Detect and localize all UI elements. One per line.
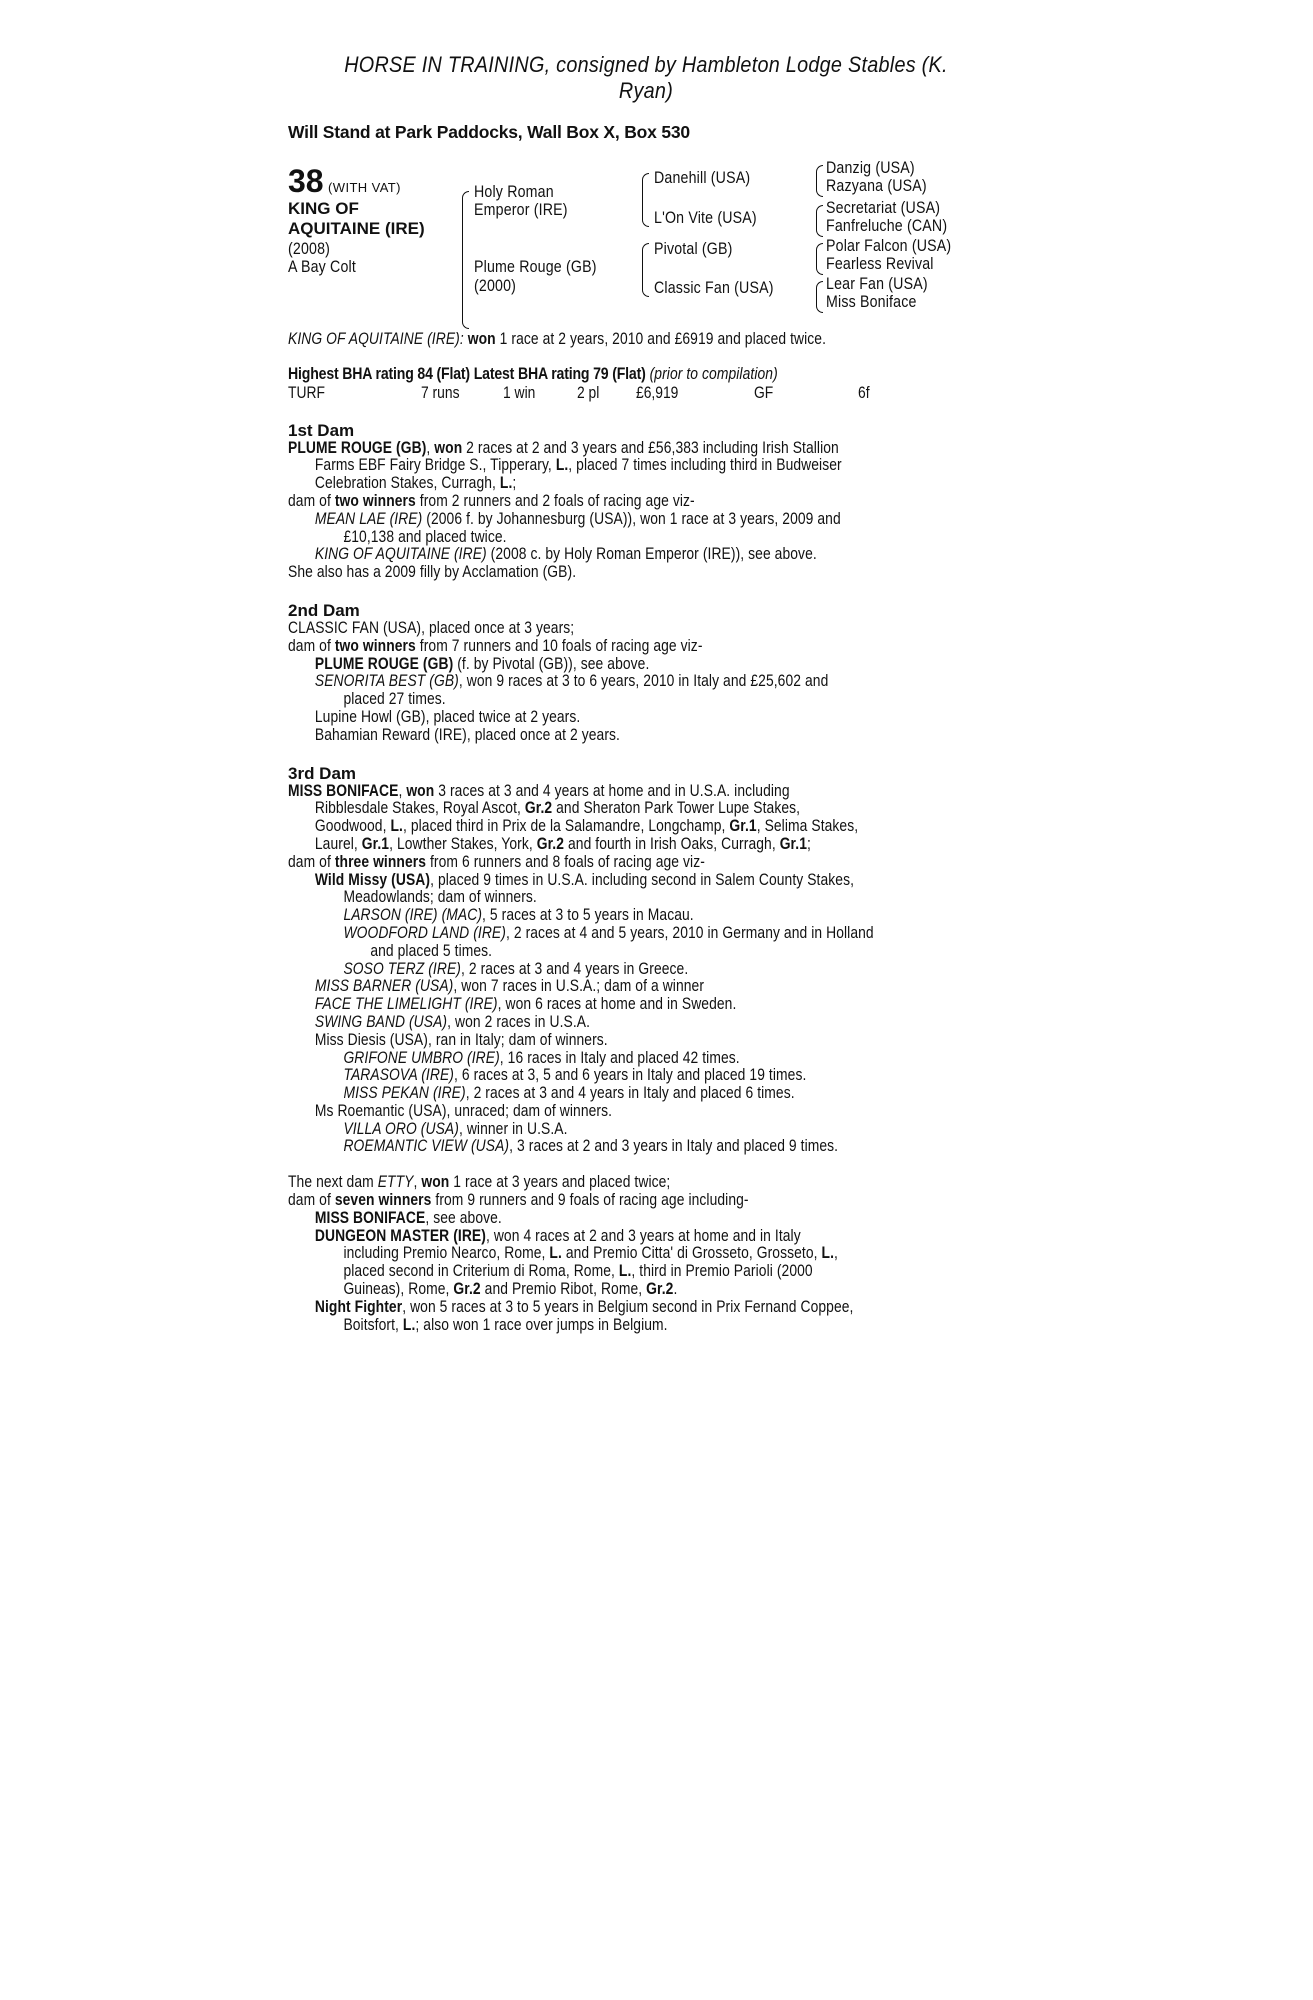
third-dam-line	[288, 996, 889, 1014]
dam-name: Plume Rouge (GB)	[474, 258, 597, 276]
next-dam-line	[288, 1192, 889, 1210]
text: Celebration Stakes, Curragh,	[314, 474, 500, 493]
next-dam-line	[288, 1174, 889, 1192]
sire-line2: Emperor (IRE)	[474, 201, 568, 219]
text: (2006 f. by Johannesburg (USA)), won 1 race at 3 years, 2009 and	[422, 509, 841, 528]
next-dam-line	[288, 1317, 889, 1335]
progeny-name: MISS BARNER (USA)	[314, 977, 454, 996]
record-placed: 2 pl	[577, 383, 600, 402]
sire-dam: L'On Vite (USA)	[654, 209, 757, 227]
text: , third in Premio Parioli (2000	[631, 1262, 813, 1281]
first-dam-line	[288, 475, 889, 493]
first-dam-line	[288, 511, 889, 529]
text: and Sheraton Park Tower Lupe Stakes,	[552, 799, 801, 818]
text: Boitsfort,	[343, 1315, 403, 1334]
text: ;	[512, 474, 517, 493]
text: placed second in Criterium di Roma, Rome,	[343, 1262, 619, 1281]
text: , winner in U.S.A.	[458, 1119, 568, 1138]
progeny-name: ROEMANTIC VIEW (USA)	[343, 1137, 510, 1156]
grade-label: Gr.2	[524, 799, 553, 818]
text: , 2 races at 3 and 4 years in Italy and placed 6 times.	[465, 1084, 795, 1103]
text: The next dam	[288, 1173, 378, 1192]
text: , won 4 races at 2 and 3 years at home and in Italy	[485, 1226, 801, 1245]
text: ;	[807, 834, 811, 853]
third-dam-line	[288, 1067, 889, 1085]
text: from 6 runners and 8 foals of racing age viz-	[426, 852, 705, 871]
next-dam-line	[288, 1263, 889, 1281]
listed-label: L.	[402, 1315, 416, 1334]
progeny-name: SWING BAND (USA)	[314, 1012, 448, 1031]
third-dam-heading: 3rd Dam	[288, 763, 357, 783]
winners-count: two winners	[334, 491, 416, 510]
second-dam-line	[288, 638, 889, 656]
third-dam-line	[288, 1085, 889, 1103]
pedigree-brace	[642, 243, 649, 297]
text: and Premio Citta' di Grosseto, Grosseto,	[561, 1244, 822, 1263]
text: , 16 races in Italy and placed 42 times.	[499, 1048, 740, 1067]
next-dam-line	[288, 1281, 889, 1299]
record-surface: TURF	[288, 383, 325, 402]
third-dam-line: Ms Roemantic (USA), unraced; dam of winners.	[314, 1101, 613, 1120]
dam-sire-sire: Polar Falcon (USA)	[826, 237, 952, 255]
third-dam-line	[288, 978, 889, 996]
text: 3 races at 3 and 4 years at home and in U.S.A. including	[434, 781, 790, 800]
third-dam-line	[288, 872, 889, 890]
text: 1 race at 3 years and placed twice;	[449, 1173, 671, 1192]
third-dam-line	[288, 1014, 889, 1032]
third-dam-line	[288, 1121, 889, 1139]
sire-line1: Holy Roman	[474, 183, 554, 201]
text: , won 5 races at 3 to 5 years in Belgium second in Prix Fernand Coppee,	[402, 1297, 854, 1316]
text: Guineas), Rome,	[343, 1280, 454, 1299]
vat-label: (WITH VAT)	[328, 180, 401, 195]
pedigree-brace	[462, 191, 469, 329]
first-dam-heading: 1st Dam	[288, 420, 355, 440]
consignor-header: HORSE IN TRAINING, consigned by Hambleton Lodge Stables (K. Ryan)	[344, 52, 948, 103]
third-dam-line: Miss Diesis (USA), ran in Italy; dam of winners.	[314, 1030, 608, 1049]
text: , 3 races at 2 and 3 years in Italy and placed 9 times.	[509, 1137, 839, 1156]
listed-label: L.	[390, 817, 403, 836]
catalogue-page	[288, 52, 1004, 1334]
progeny-name: SENORITA BEST (GB)	[314, 672, 459, 691]
sire-sire: Danehill (USA)	[654, 169, 751, 187]
pedigree-brace	[816, 243, 823, 275]
sep: ,	[413, 1173, 422, 1192]
text: , 5 races at 3 to 5 years in Macau.	[482, 906, 694, 925]
pedigree-brace	[816, 165, 823, 197]
progeny-name: TARASOVA (IRE)	[343, 1066, 454, 1085]
third-dam-line	[288, 961, 889, 979]
progeny-name: PLUME ROUGE (GB)	[314, 654, 454, 673]
text: , 6 races at 3, 5 and 6 years in Italy and placed 19 times.	[453, 1066, 807, 1085]
text: .	[673, 1280, 678, 1299]
text: , placed third in Prix de la Salamandre, Longchamp,	[402, 817, 730, 836]
next-dam-line	[288, 1299, 889, 1317]
bha-rating: Highest BHA rating 84 (Flat) Latest BHA rating 79 (Flat)	[288, 363, 646, 383]
grade-label: Gr.2	[453, 1280, 481, 1299]
text: and Premio Ribot, Rome,	[480, 1280, 647, 1299]
progeny-name: SOSO TERZ (IRE)	[343, 959, 461, 978]
record-wins: 1 win	[503, 383, 536, 402]
dam-dam-dam: Miss Boniface	[826, 293, 917, 311]
lot-number: 38	[288, 163, 324, 199]
second-dam-line	[288, 656, 889, 674]
won-label: won	[421, 1173, 450, 1192]
progeny-name: MEAN LAE (IRE)	[314, 509, 423, 528]
text: ,	[834, 1244, 838, 1263]
text: (2008 c. by Holy Roman Emperor (IRE)), see above.	[486, 545, 817, 564]
horse-name: KING OF AQUITAINE (IRE)	[288, 330, 460, 348]
listed-label: L.	[821, 1244, 835, 1263]
text: Farms EBF Fairy Bridge S., Tipperary,	[314, 456, 556, 475]
listed-label: L.	[555, 456, 569, 475]
sire-sire-dam: Razyana (USA)	[826, 177, 927, 195]
third-dam-line	[288, 925, 889, 943]
text: , placed 9 times in U.S.A. including second in Salem County Stakes,	[430, 870, 855, 889]
second-dam-line: placed 27 times.	[343, 690, 446, 709]
race-summary	[288, 331, 889, 349]
pedigree-brace	[816, 205, 823, 237]
text: dam of	[288, 1191, 335, 1210]
sire-sire-sire: Danzig (USA)	[826, 159, 915, 177]
progeny-name: MISS PEKAN (IRE)	[343, 1084, 466, 1103]
sire-dam-dam: Fanfreluche (CAN)	[826, 217, 948, 235]
next-dam-line	[288, 1210, 889, 1228]
text: from 7 runners and 10 foals of racing age viz-	[415, 636, 703, 655]
text: , won 2 races in U.S.A.	[447, 1012, 591, 1031]
dam-sire: Pivotal (GB)	[654, 240, 733, 258]
text: Goodwood,	[314, 817, 391, 836]
second-dam-line	[288, 673, 889, 691]
first-dam-line: She also has a 2009 filly by Acclamation (GB).	[288, 563, 577, 582]
text: (f. by Pivotal (GB)), see above.	[453, 654, 650, 673]
horse-name-line2: AQUITAINE (IRE)	[288, 219, 425, 238]
summary-text: 1 race at 2 years, 2010 and £6919 and placed twice.	[499, 330, 827, 348]
third-dam-line	[288, 854, 889, 872]
horse-description: A Bay Colt	[288, 258, 356, 276]
first-dam-line	[288, 457, 889, 475]
dam-name: ETTY	[377, 1173, 414, 1192]
won-label: won	[434, 438, 463, 457]
lot-number-row	[288, 163, 401, 200]
text: , won 9 races at 3 to 6 years, 2010 in Italy and £25,602 and	[458, 672, 829, 691]
winners-count: two winners	[334, 636, 416, 655]
stand-location: Will Stand at Park Paddocks, Wall Box X, Box 530	[288, 122, 690, 142]
dam-dam: Classic Fan (USA)	[654, 279, 774, 297]
text: , won 6 races at home and in Sweden.	[497, 995, 737, 1014]
race-record-row	[288, 384, 1004, 402]
third-dam-line: and placed 5 times.	[370, 941, 493, 960]
next-dam-line	[288, 1228, 889, 1246]
progeny-name: KING OF AQUITAINE (IRE)	[314, 545, 487, 564]
record-runs: 7 runs	[421, 383, 460, 402]
text: , Selima Stakes,	[756, 817, 859, 836]
text: 2 races at 2 and 3 years and £56,383 including Irish Stallion	[462, 438, 839, 457]
text: ; also won 1 race over jumps in Belgium.	[415, 1315, 668, 1334]
rating-note: (prior to compilation)	[649, 364, 778, 383]
text: , won 7 races in U.S.A.; dam of a winner	[453, 977, 705, 996]
third-dam-line	[288, 1050, 889, 1068]
sire-dam-sire: Secretariat (USA)	[826, 199, 941, 217]
progeny-name: VILLA ORO (USA)	[343, 1119, 459, 1138]
grade-label: Gr.2	[646, 1280, 674, 1299]
grade-label: Gr.1	[729, 817, 757, 836]
text: dam of	[288, 852, 335, 871]
grade-label: Gr.2	[536, 834, 565, 853]
text: and fourth in Irish Oaks, Curragh,	[564, 834, 780, 853]
winners-count: three winners	[334, 852, 427, 871]
progeny-name: WOODFORD LAND (IRE)	[343, 923, 506, 942]
next-dam-line	[288, 1245, 889, 1263]
second-dam-line: CLASSIC FAN (USA), placed once at 3 years;	[288, 618, 575, 637]
record-prize: £6,919	[636, 383, 679, 402]
grade-label: Gr.1	[779, 834, 808, 853]
horse-name-line1: KING OF	[288, 199, 359, 218]
third-dam-line	[288, 800, 889, 818]
pedigree-table	[288, 159, 1004, 323]
text: including Premio Nearco, Rome,	[343, 1244, 550, 1263]
third-dam-line	[288, 907, 889, 925]
text: from 9 runners and 9 foals of racing age including-	[431, 1191, 749, 1210]
winners-count: seven winners	[334, 1191, 432, 1210]
text: dam of	[288, 491, 335, 510]
record-distance: 6f	[858, 383, 870, 402]
progeny-name: Wild Missy (USA)	[314, 870, 431, 889]
text: dam of	[288, 636, 335, 655]
third-dam-line	[288, 836, 889, 854]
progeny-name: FACE THE LIMELIGHT (IRE)	[314, 995, 498, 1014]
sep: ,	[398, 781, 407, 800]
dam-name: MISS BONIFACE	[288, 781, 399, 800]
first-dam-line: £10,138 and placed twice.	[343, 527, 507, 546]
listed-label: L.	[618, 1262, 632, 1281]
foaling-year: (2008)	[288, 240, 331, 258]
listed-label: L.	[549, 1244, 562, 1263]
progeny-name: GRIFONE UMBRO (IRE)	[343, 1048, 500, 1067]
second-dam-line: Lupine Howl (GB), placed twice at 2 years.	[314, 707, 581, 726]
grade-label: Gr.1	[361, 834, 390, 853]
rating-line	[288, 365, 889, 384]
pedigree-brace	[816, 281, 823, 313]
text: , placed 7 times including third in Budweiser	[568, 456, 842, 475]
text: , 2 races at 3 and 4 years in Greece.	[460, 959, 689, 978]
first-dam-line	[288, 493, 889, 511]
text: Laurel,	[314, 834, 362, 853]
progeny-name: MISS BONIFACE	[314, 1208, 426, 1227]
won-label: won	[467, 330, 496, 348]
won-label: won	[406, 781, 435, 800]
second-dam-heading: 2nd Dam	[288, 600, 360, 620]
colon: :	[459, 330, 464, 348]
text: , see above.	[425, 1208, 502, 1227]
text: , Lowther Stakes, York,	[389, 834, 537, 853]
progeny-name: Night Fighter	[314, 1297, 403, 1316]
listed-label: L.	[499, 474, 513, 493]
first-dam-line	[288, 440, 889, 458]
text: , 2 races at 4 and 5 years, 2010 in Germany and in Holland	[505, 923, 874, 942]
dam-year: (2000)	[474, 277, 517, 295]
first-dam-line	[288, 546, 889, 564]
pedigree-brace	[642, 173, 649, 227]
dam-sire-dam: Fearless Revival	[826, 255, 934, 273]
record-going: GF	[754, 383, 774, 402]
third-dam-line	[288, 818, 889, 836]
progeny-name: DUNGEON MASTER (IRE)	[314, 1226, 486, 1245]
text: Ribblesdale Stakes, Royal Ascot,	[314, 799, 525, 818]
second-dam-line: Bahamian Reward (IRE), placed once at 2 years.	[314, 725, 620, 744]
third-dam-line	[288, 783, 889, 801]
dam-name: PLUME ROUGE (GB)	[288, 438, 427, 457]
third-dam-line: Meadowlands; dam of winners.	[343, 888, 537, 907]
text: from 2 runners and 2 foals of racing age viz-	[415, 491, 695, 510]
dam-dam-sire: Lear Fan (USA)	[826, 275, 928, 293]
sep: ,	[426, 438, 435, 457]
third-dam-line	[288, 1138, 889, 1156]
progeny-name: LARSON (IRE) (MAC)	[343, 906, 483, 925]
